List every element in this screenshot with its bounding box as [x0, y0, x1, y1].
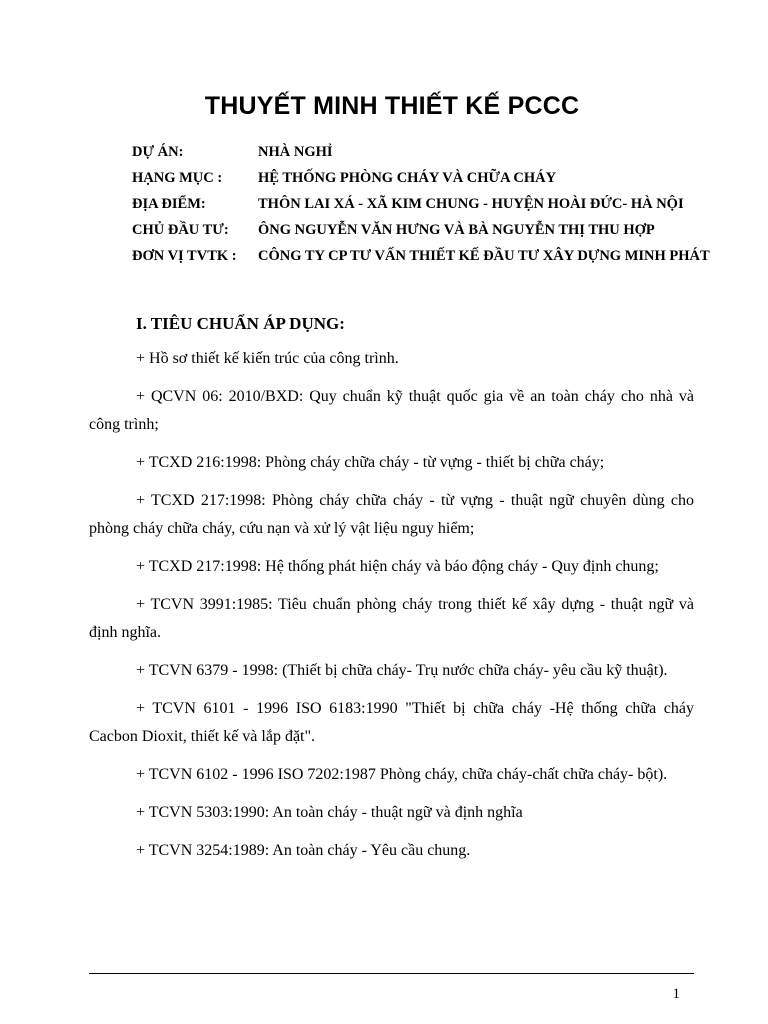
- section-heading: I. TIÊU CHUẨN ÁP DỤNG:: [136, 314, 345, 333]
- info-label: CHỦ ĐẦU TƯ:: [132, 222, 229, 238]
- info-label: ĐỊA ĐIỂM:: [132, 196, 206, 212]
- info-label: DỰ ÁN:: [132, 144, 184, 160]
- standard-item: + TCVN 6379 - 1998: (Thiết bị chữa cháy- Trụ nước chữa cháy- yêu cầu kỹ thuật).: [136, 662, 668, 679]
- info-row-consultant: [132, 247, 712, 293]
- standard-item: + TCXD 217:1998: Hệ thống phát hiện cháy và báo động cháy - Quy định chung;: [136, 558, 659, 575]
- footer-divider: [89, 973, 694, 974]
- info-value: ÔNG NGUYỄN VĂN HƯNG VÀ BÀ NGUYỄN THỊ THU HỢP: [258, 222, 655, 238]
- info-value: CÔNG TY CP TƯ VẤN THIẾT KẾ ĐẦU TƯ XÂY DỰNG MINH PHÁT: [258, 248, 710, 264]
- document-title: THUYẾT MINH THIẾT KẾ PCCC: [204, 92, 580, 120]
- info-value: HỆ THỐNG PHÒNG CHÁY VÀ CHỮA CHÁY: [258, 170, 557, 186]
- info-value: THÔN LAI XÁ - XÃ KIM CHUNG - HUYỆN HOÀI ĐỨC- HÀ NỘI: [258, 196, 684, 212]
- page-number: 1: [672, 986, 680, 1002]
- standard-item: + TCVN 6101 - 1996 ISO 6183:1990 "Thiết bị chữa cháy -Hệ thống chữa cháy Cacbon Dioxit, thiết kế và lắp đặt".: [89, 700, 694, 745]
- info-label: ĐƠN VỊ TVTK :: [132, 248, 237, 264]
- standard-item: + TCVN 3991:1985: Tiêu chuẩn phòng cháy trong thiết kế xây dựng - thuật ngữ và định nghĩa.: [89, 596, 694, 641]
- info-row-investor: [132, 221, 712, 247]
- standard-item: + TCXD 216:1998: Phòng cháy chữa cháy - từ vựng - thiết bị chữa cháy;: [136, 454, 605, 471]
- standard-item: + TCVN 3254:1989: An toàn cháy - Yêu cầu chung.: [136, 842, 471, 859]
- info-label: HẠNG MỤC :: [132, 170, 223, 186]
- standards-list: [89, 345, 694, 875]
- standard-item: + QCVN 06: 2010/BXD: Quy chuẩn kỹ thuật quốc gia về an toàn cháy cho nhà và công trình;: [89, 388, 694, 433]
- standard-item: + Hồ sơ thiết kế kiến trúc của công trình.: [136, 350, 399, 367]
- project-info-block: [132, 143, 712, 293]
- info-row-project: [132, 143, 712, 169]
- standard-item: + TCXD 217:1998: Phòng cháy chữa cháy - từ vựng - thuật ngữ chuyên dùng cho phòng cháy chữa cháy, cứu nạn và xử lý vật liệu nguy hiểm;: [89, 492, 694, 537]
- info-row-location: [132, 195, 712, 221]
- info-value: NHÀ NGHỈ: [258, 144, 333, 160]
- standard-item: + TCVN 5303:1990: An toàn cháy - thuật ngữ và định nghĩa: [136, 804, 523, 821]
- standard-item: + TCVN 6102 - 1996 ISO 7202:1987 Phòng cháy, chữa cháy-chất chữa cháy- bột).: [136, 766, 668, 783]
- info-row-category: [132, 169, 712, 195]
